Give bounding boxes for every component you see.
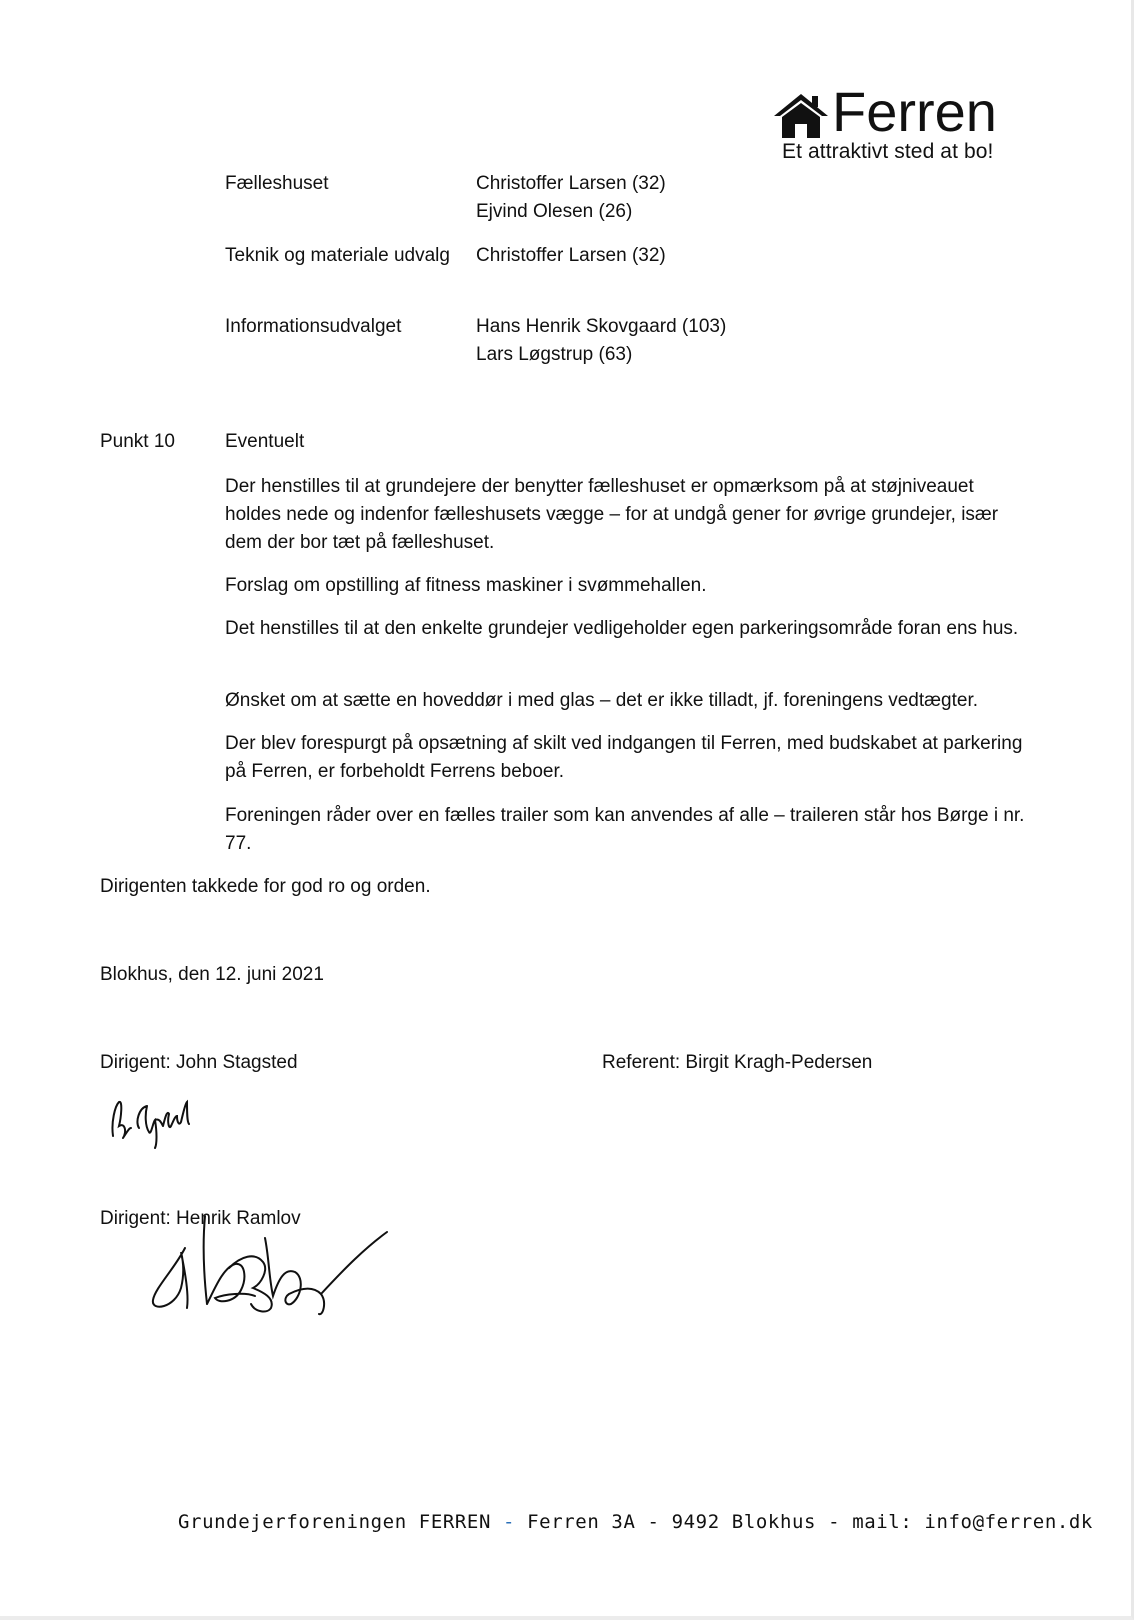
footer [178,1511,1093,1533]
committee-label: Fælleshuset [225,173,329,194]
committee-member: Ejvind Olesen (26) [476,201,633,222]
paragraph: Ønsket om at sætte en hoveddør i med glas – det er ikke tilladt, jf. foreningens vedtægter. [225,690,978,711]
committee-label: Informationsudvalget [225,316,402,337]
house-icon [772,90,830,140]
closing-text: Dirigenten takkede for god ro og orden. [100,876,431,897]
committee-member: Lars Løgstrup (63) [476,344,633,365]
logo-name: Ferren [832,80,997,143]
signature-henrik-ramlov [145,1208,395,1318]
logo-tagline: Et attraktivt sted at bo! [782,140,994,163]
paragraph: Der henstilles til at grundejere der benytter fælleshuset er opmærksom på at støjniveauet holdes nede og indenfor fælleshusets vægge – for at undgå gener for øvrige grundejer, især dem der bor tæt på fælleshuset. [225,476,999,553]
place-date: Blokhus, den 12. juni 2021 [100,964,324,985]
item-number: Punkt 10 [100,431,175,452]
footer-separator: - [491,1511,528,1533]
committee-member: Christoffer Larsen (32) [476,173,666,194]
committee-member: Hans Henrik Skovgaard (103) [476,316,727,337]
paragraph: Forslag om opstilling af fitness maskiner i svømmehallen. [225,575,707,596]
paragraph: Det henstilles til at den enkelte grundejer vedligeholder egen parkeringsområde foran ens hus. [225,618,1019,639]
ferren-logo [772,78,1022,164]
footer-address: Ferren 3A - 9492 Blokhus - mail: info@ferren.dk [527,1511,1093,1533]
signature-john-stagsted [105,1092,205,1152]
dirigent-2-label: Dirigent: Henrik Ramlov [100,1208,301,1229]
item-title: Eventuelt [225,431,305,452]
paragraph: Der blev forespurgt på opsætning af skilt ved indgangen til Ferren, med budskabet at parkering på Ferren, er forbeholdt Ferrens beboer. [225,733,1023,782]
paragraph: Foreningen råder over en fælles trailer som kan anvendes af alle – traileren står hos Børge i nr. 77. [225,805,1025,854]
committee-member: Christoffer Larsen (32) [476,245,666,266]
committee-label: Teknik og materiale udvalg [225,245,450,266]
dirigent-1-label: Dirigent: John Stagsted [100,1052,298,1073]
footer-org: Grundejerforeningen FERREN [178,1511,492,1533]
referent-label: Referent: Birgit Kragh-Pedersen [602,1052,873,1073]
